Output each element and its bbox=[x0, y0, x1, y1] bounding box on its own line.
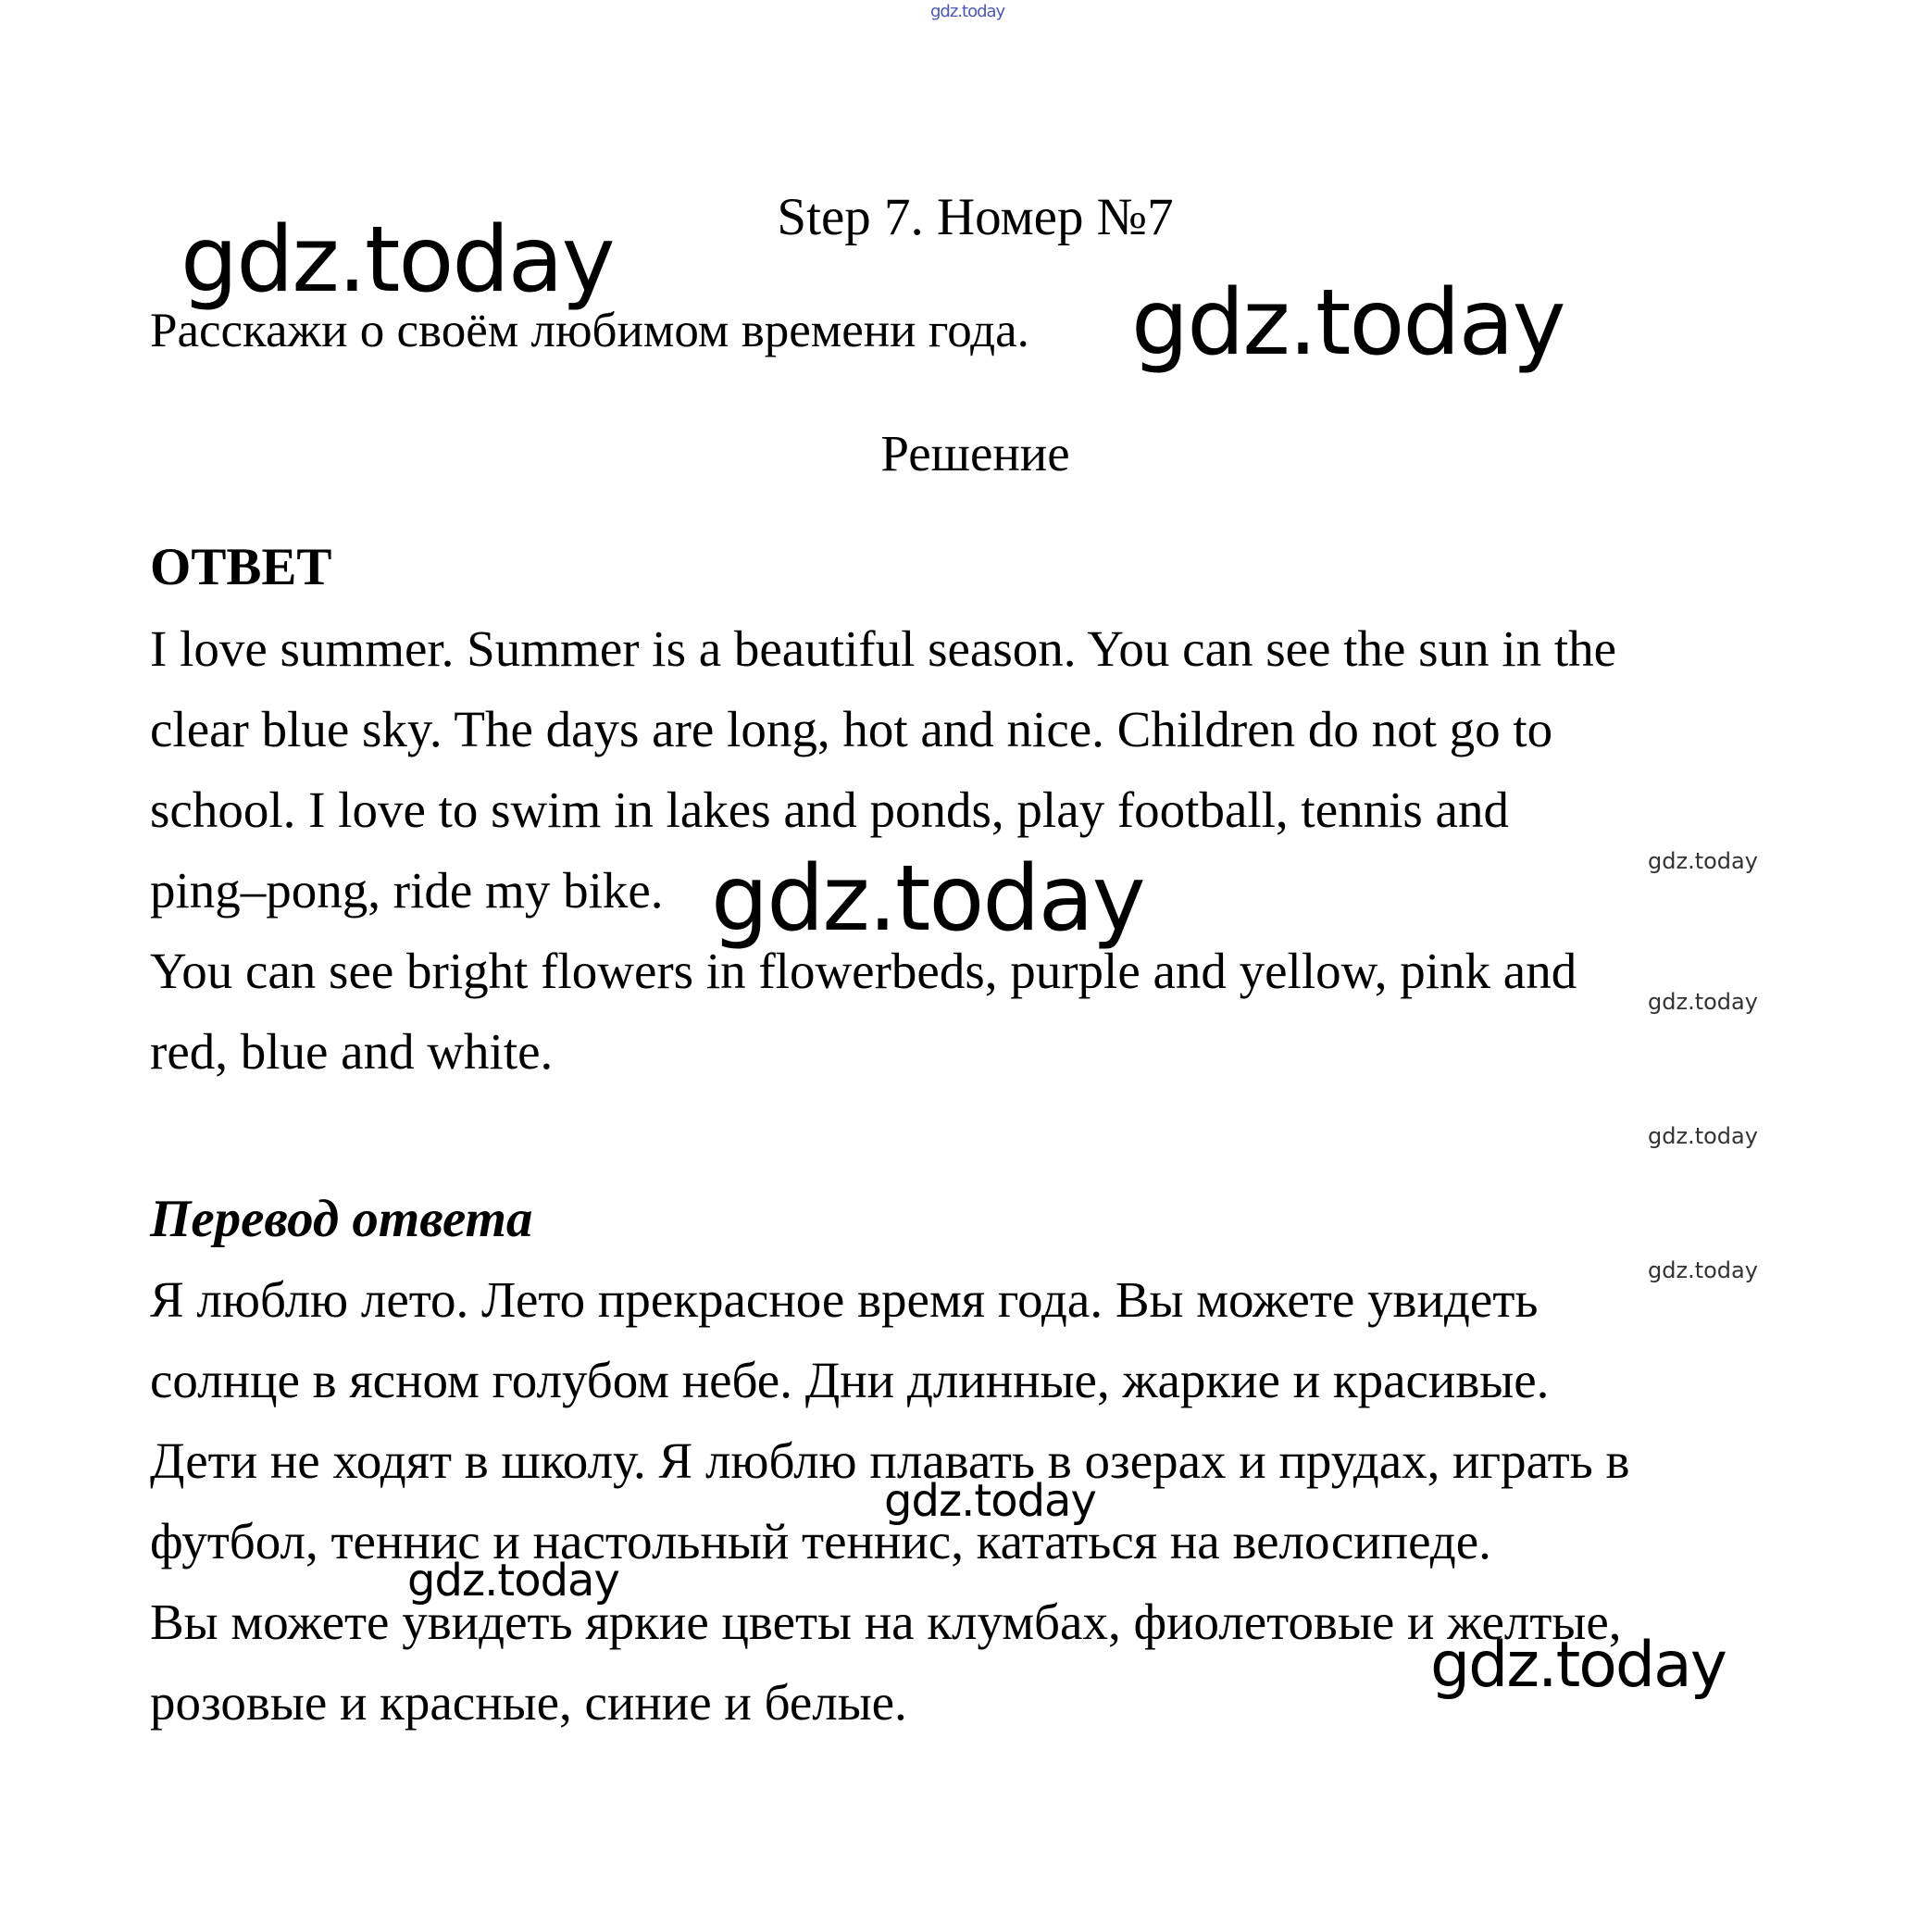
solution-label: Решение bbox=[880, 425, 1070, 481]
translation-line: Я люблю лето. Лето прекрасное время года. Вы можете увидеть bbox=[150, 1271, 1539, 1328]
watermark-small: gdz.today bbox=[1648, 989, 1758, 1015]
translation-line: Дети не ходят в школу. Я люблю плавать в озерах и прудах, играть в bbox=[150, 1432, 1630, 1489]
watermark-small: gdz.today bbox=[1648, 1123, 1758, 1149]
watermark-medium: gdz.today bbox=[884, 1475, 1096, 1527]
translation-line: Вы можете увидеть яркие цветы на клумбах, фиолетовые и желтые, bbox=[150, 1594, 1622, 1650]
watermark-small: gdz.today bbox=[1648, 848, 1758, 874]
answer-text bbox=[150, 608, 1779, 1092]
answer-line: I love summer. Summer is a beautiful season. You can see the sun in the bbox=[150, 620, 1617, 677]
translation-line: солнце в ясном голубом небе. Дни длинные, жаркие и красивые. bbox=[150, 1352, 1550, 1408]
translation-line: футбол, теннис и настольный теннис, кататься на велосипеде. bbox=[150, 1513, 1491, 1569]
watermark-large: gdz.today bbox=[711, 846, 1144, 952]
answer-line: clear blue sky. The days are long, hot and nice. Children do not go to bbox=[150, 701, 1553, 757]
answer-line: You can see bright flowers in flowerbeds, purple and yellow, pink and bbox=[150, 943, 1577, 999]
watermark-small: gdz.today bbox=[1648, 1257, 1758, 1283]
page-title: Step 7. Номер №7 bbox=[777, 188, 1174, 246]
translation-text bbox=[150, 1259, 1779, 1743]
watermark-large: gdz.today bbox=[181, 207, 614, 313]
translation-heading: Перевод ответа bbox=[150, 1190, 533, 1248]
watermark-large: gdz.today bbox=[1131, 270, 1564, 376]
translation-line: розовые и красные, синие и белые. bbox=[150, 1674, 907, 1731]
watermark-top: gdz.today bbox=[930, 2, 1005, 21]
watermark-medium: gdz.today bbox=[407, 1555, 619, 1607]
answer-line: red, blue and white. bbox=[150, 1023, 554, 1080]
answer-line: school. I love to swim in lakes and ponds, play football, tennis and bbox=[150, 781, 1509, 838]
task-prompt: Расскажи о своём любимом времени года. bbox=[150, 304, 1029, 357]
answer-line: ping–pong, ride my bike. bbox=[150, 862, 664, 919]
answer-heading: ОТВЕТ bbox=[150, 538, 332, 596]
watermark-large: gdz.today bbox=[1430, 1629, 1726, 1702]
